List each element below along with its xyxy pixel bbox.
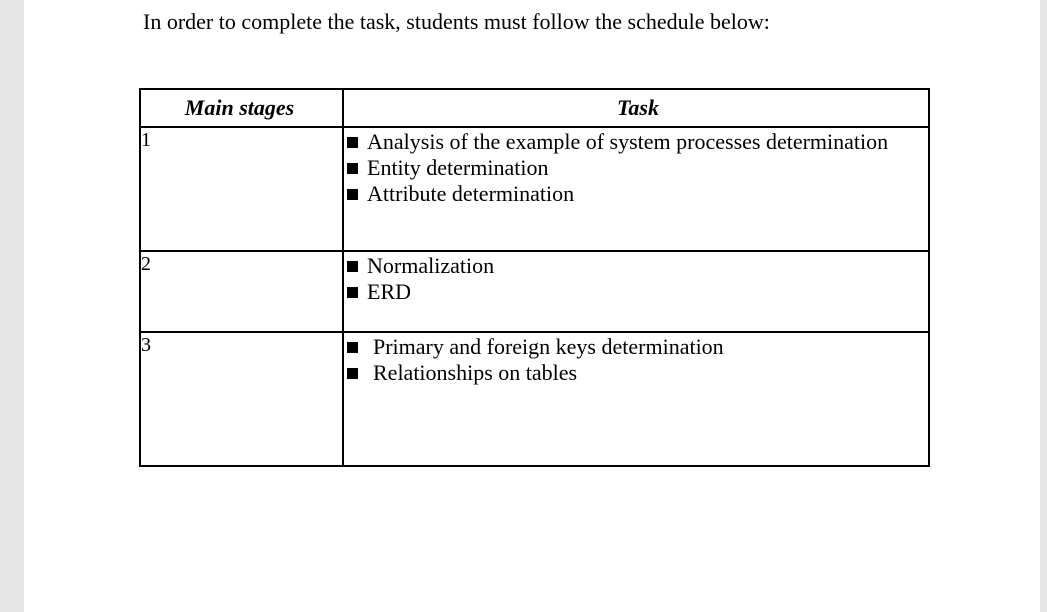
table-row bbox=[140, 332, 929, 466]
list-item bbox=[347, 334, 928, 360]
list-item bbox=[347, 253, 928, 279]
schedule-table bbox=[139, 88, 930, 467]
intro-text: In order to complete the task, students must follow the schedule below: bbox=[143, 9, 770, 34]
header-task bbox=[343, 89, 929, 127]
table-row bbox=[140, 251, 929, 332]
square-bullet-icon bbox=[347, 342, 358, 353]
task-list bbox=[344, 128, 928, 207]
table-row bbox=[140, 127, 929, 251]
list-item bbox=[347, 155, 928, 181]
task-list bbox=[344, 333, 928, 386]
stage-number: 1 bbox=[140, 127, 343, 251]
square-bullet-icon bbox=[347, 163, 358, 174]
list-item bbox=[347, 129, 928, 155]
header-task-label: Task bbox=[617, 95, 659, 120]
task-list bbox=[344, 252, 928, 305]
task-cell bbox=[343, 251, 929, 332]
stage-number: 3 bbox=[140, 332, 343, 466]
task-cell bbox=[343, 127, 929, 251]
square-bullet-icon bbox=[347, 287, 358, 298]
task-text: Primary and foreign keys determination bbox=[373, 334, 724, 359]
task-text: Entity determination bbox=[367, 155, 549, 180]
table-header-row bbox=[140, 89, 929, 127]
task-text: Relationships on tables bbox=[373, 360, 578, 385]
square-bullet-icon bbox=[347, 189, 358, 200]
square-bullet-icon bbox=[347, 137, 358, 148]
square-bullet-icon bbox=[347, 368, 358, 379]
header-main-stages-label: Main stages bbox=[184, 95, 295, 120]
square-bullet-icon bbox=[347, 261, 358, 272]
task-text: Analysis of the example of system processes determination bbox=[367, 129, 889, 154]
list-item bbox=[347, 181, 928, 207]
task-text: Normalization bbox=[367, 253, 495, 278]
list-item bbox=[347, 279, 928, 305]
task-text: ERD bbox=[367, 279, 411, 304]
stage-number: 2 bbox=[140, 251, 343, 332]
task-text: Attribute determination bbox=[367, 181, 575, 206]
document-page bbox=[24, 0, 1040, 612]
header-main-stages bbox=[140, 89, 343, 127]
list-item bbox=[347, 360, 928, 386]
task-cell bbox=[343, 332, 929, 466]
